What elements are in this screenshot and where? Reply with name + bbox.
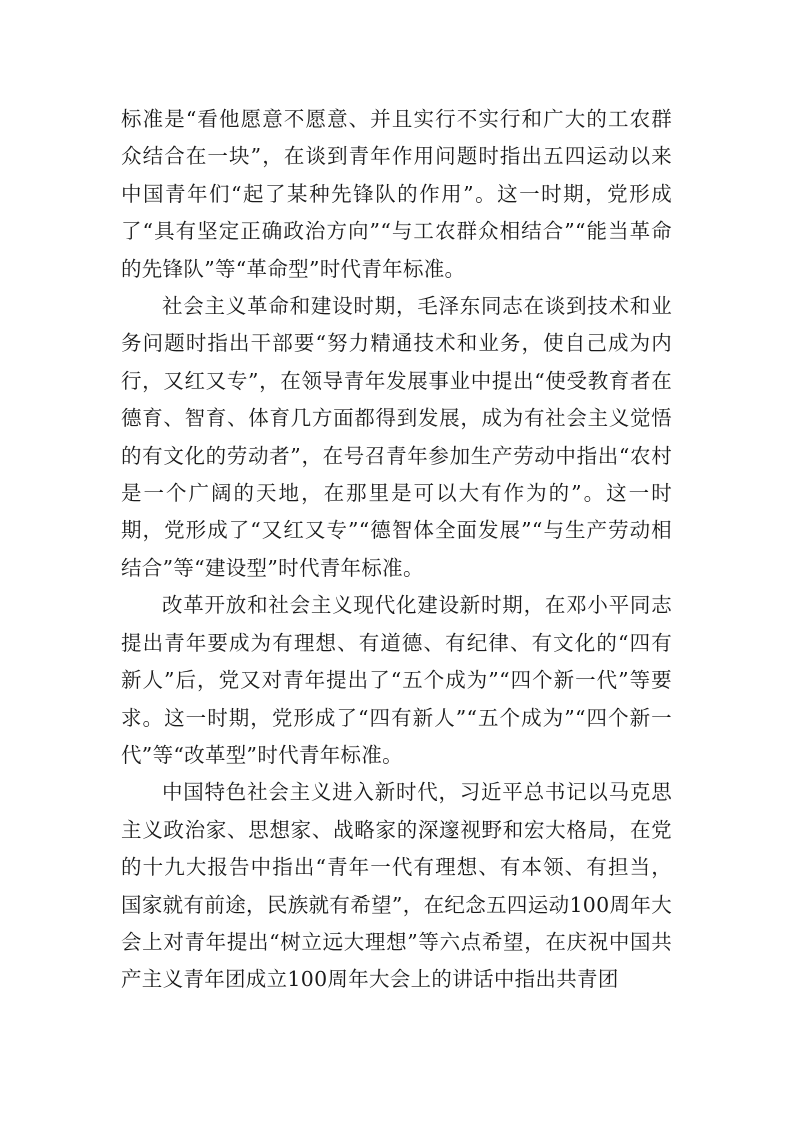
paragraph-1: 标准是“看他愿意不愿意、并且实行不实行和广大的工农群众结合在一块”，在谈到青年作用问题时指出五四运动以来中国青年们“起了某种先锋队的作用”。这一时期，党形成了“具有坚定正确政治方向”“与工农群众相结合”“能当革命的先锋队”等“革命型”时代青年标准。 [121,107,672,281]
paragraph-4: 中国特色社会主义进入新时代，习近平总书记以马克思主义政治家、思想家、战略家的深邃视野和宏大格局，在党的十九大报告中指出“青年一代有理想、有本领、有担当，国家就有前途，民族就有希望”，在纪念五四运动100周年大会上对青年提出“树立远大理想”等六点希望，在庆祝中国共产主义青年团成立100周年大会上的讲话中指出共青团 [121,780,672,992]
paragraph-2: 社会主义革命和建设时期，毛泽东同志在谈到技术和业务问题时指出干部要“努力精通技术和业务，使自己成为内行，又红又专”，在领导青年发展事业中提出“使受教育者在德育、智育、体育几方面都得到发展，成为有社会主义觉悟的有文化的劳动者”，在号召青年参加生产劳动中指出“农村是一个广阔的天地，在那里是可以大有作为的”。这一时期，党形成了“又红又专”“德智体全面发展”“与生产劳动相结合”等“建设型”时代青年标准。 [121,294,672,580]
body-text [121,101,672,999]
paragraph-3: 改革开放和社会主义现代化建设新时期，在邓小平同志提出青年要成为有理想、有道德、有纪律、有文化的“四有新人”后，党又对青年提出了“五个成为”“四个新一代”等要求。这一时期，党形成了“四有新人”“五个成为”“四个新一代”等“改革型”时代青年标准。 [121,593,672,767]
